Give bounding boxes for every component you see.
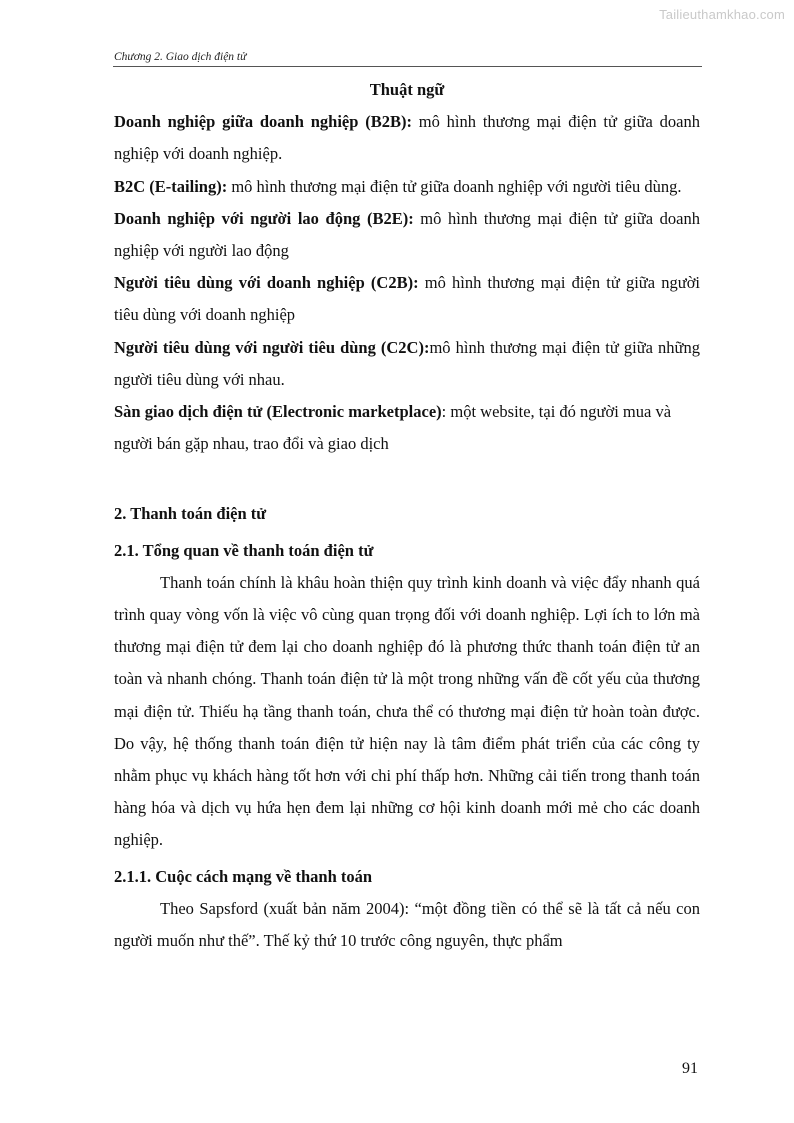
section-heading: 2. Thanh toán điện tử [114,504,267,524]
glossary-entry-marketplace [114,396,700,460]
glossary-definition: mô hình thương mại điện tử giữa doanh nghiệp với người tiêu dùng. [227,176,682,196]
glossary-term: B2C (E-tailing): [114,176,228,196]
glossary-term: Người tiêu dùng với doanh nghiệp (C2B): [114,273,419,293]
glossary-term: Người tiêu dùng với người tiêu dùng (C2C): [114,337,430,357]
section-spacer [114,460,700,498]
glossary-term: Sàn giao dịch điện tử (Electronic marketplace) [114,402,442,422]
subsubsection-heading: 2.1.1. Cuộc cách mạng về thanh toán [114,866,373,886]
page-content [114,74,700,957]
body-paragraph: Thanh toán chính là khâu hoàn thiện quy trình kinh doanh và việc đẩy nhanh quá trình quay vòng vốn là việc vô cùng quan trọng đối với doanh nghiệp. Lợi ích to lớn mà thương mại điện tử đem lại cho doanh nghiệp đó là phương thức thanh toán điện tử an toàn và nhanh chóng. Thanh toán điện tử là một trong những vấn đề cốt yếu của thương mại điện tử. Thiếu hạ tầng thanh toán, chưa thể có thương mại điện tử hoàn toàn được. Do vậy, hệ thống thanh toán điện tử hiện nay là tâm điểm phát triển của các công ty nhằm phục vụ khách hàng tốt hơn với chi phí thấp hơn. Những cải tiến trong thanh toán hàng hóa và dịch vụ hứa hẹn đem lại những cơ hội kinh doanh mới mẻ cho các doanh nghiệp. [114,572,700,850]
subsection-heading: 2.1. Tổng quan về thanh toán điện tử [114,540,374,560]
page-number: 91 [682,1060,698,1077]
glossary-term: Doanh nghiệp giữa doanh nghiệp (B2B): [114,112,412,132]
glossary-entry-b2b [114,106,700,170]
glossary-definition: mô hình thương mại điện tử giữa người tiêu dùng với doanh nghiệp [114,273,700,325]
running-header: Chương 2. Giao dịch điện tử [114,51,247,63]
header-rule [113,66,702,67]
glossary-entry-c2b [114,267,700,331]
glossary-entry-b2c [114,171,700,203]
glossary-entry-c2c [114,332,700,396]
glossary-title: Thuật ngữ [369,80,445,99]
body-paragraph: Theo Sapsford (xuất bản năm 2004): “một đồng tiền có thể sẽ là tất cả nếu con người muốn như thế”. Thế kỷ thứ 10 trước công nguyên, thực phẩm [114,898,700,951]
glossary-definition: mô hình thương mại điện tử giữa những người tiêu dùng với nhau. [114,337,700,389]
glossary-definition: mô hình thương mại điện tử giữa doanh nghiệp với người lao động [114,208,700,261]
glossary-term: Doanh nghiệp với người lao động (B2E): [114,208,414,228]
watermark: Tailieuthamkhao.com [659,7,785,22]
glossary-entry-b2e [114,203,700,267]
glossary-definition: mô hình thương mại điện tử giữa doanh nghiệp với doanh nghiệp. [114,112,700,164]
glossary-definition: : một website, tại đó người mua và người bán gặp nhau, trao đổi và giao dịch [114,402,672,454]
